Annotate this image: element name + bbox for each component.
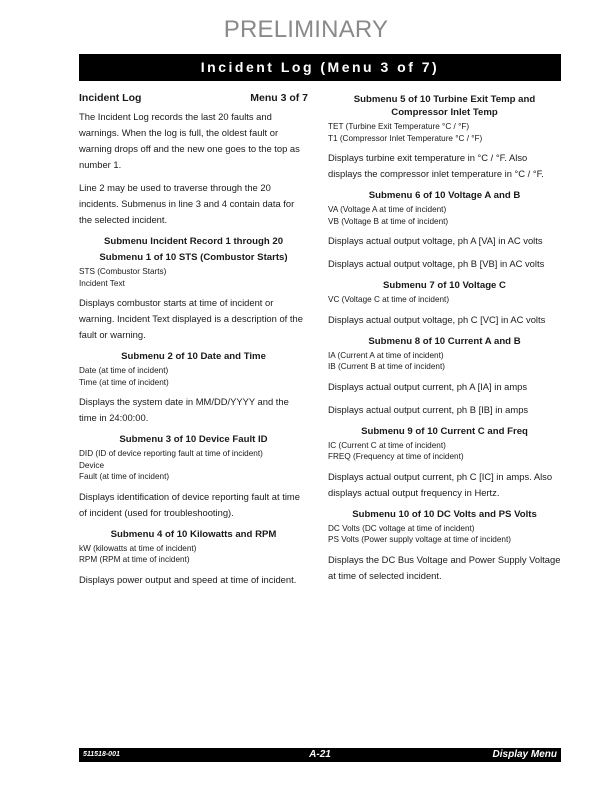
menu-line: IB (Current B at time of incident)	[328, 362, 445, 371]
submenu-1-heading: Submenu 1 of 10 STS (Combustor Starts)	[99, 252, 288, 263]
submenu-2-heading: Submenu 2 of 10 Date and Time	[121, 351, 266, 362]
submenu-6-heading: Submenu 6 of 10 Voltage A and B	[368, 190, 521, 201]
submenu-6-items	[328, 204, 561, 227]
menu-line: FREQ (Frequency at time of incident)	[328, 452, 464, 461]
page-banner: Incident Log (Menu 3 of 7)	[79, 54, 561, 81]
submenu-5-items	[328, 121, 561, 144]
submenu-2-items	[79, 365, 308, 388]
record-heading: Submenu Incident Record 1 through 20	[103, 236, 284, 247]
preliminary-watermark: PRELIMINARY	[223, 16, 389, 43]
menu-line: RPM (RPM at time of incident)	[79, 555, 190, 564]
right-column	[328, 90, 561, 591]
menu-line: VA (Voltage A at time of incident)	[328, 205, 447, 214]
submenu-8-heading: Submenu 8 of 10 Current A and B	[368, 335, 521, 347]
submenu-1-items	[79, 266, 308, 289]
menu-line: VB (Voltage B at time of incident)	[328, 216, 449, 226]
menu-line: STS (Combustor Starts)	[79, 267, 167, 276]
submenu-7-description: Displays actual output voltage, ph C [VC] in AC volts	[328, 313, 546, 325]
section-header	[79, 90, 308, 106]
submenu-4-description: Displays power output and speed at time of incident.	[79, 573, 297, 585]
section-name: Display Menu	[492, 749, 557, 760]
menu-line: PS Volts (Power supply voltage at time of incident)	[328, 535, 511, 544]
submenu-8-items	[328, 350, 561, 373]
menu-line: DID (ID of device reporting fault at time of incident)	[79, 449, 263, 458]
menu-line: IA (Current A at time of incident)	[328, 350, 444, 360]
traverse-paragraph: Line 2 may be used to traverse through the 20 incidents. Submenus in line 3 and 4 contain data for the selected incident.	[79, 182, 295, 225]
menu-line: IC (Current C at time of incident)	[328, 440, 446, 450]
left-column	[79, 90, 308, 595]
submenu-4-heading: Submenu 4 of 10 Kilowatts and RPM	[110, 528, 277, 540]
submenu-4-items	[79, 543, 308, 566]
submenu-2-description: Displays the system date in MM/DD/YYYY and the time in 24:00:00.	[79, 396, 289, 423]
submenu-9-heading: Submenu 9 of 10 Current C and Freq	[361, 425, 528, 437]
section-title: Incident Log	[79, 92, 142, 104]
submenu-6-description-a: Displays actual output voltage, ph A [VA] in AC volts	[328, 235, 543, 246]
submenu-5-description: Displays turbine exit temperature in °C / °F. Also displays the compressor inlet temperature in °C / °F.	[328, 152, 544, 179]
submenu-9-description: Displays actual output current, ph C [IC] in amps. Also displays actual output frequency in Hertz.	[328, 470, 553, 498]
submenu-10-items	[328, 523, 561, 546]
menu-line: DC Volts (DC voltage at time of incident)	[328, 523, 475, 533]
submenu-1-description: Displays combustor starts at time of incident or warning. Incident Text displayed is a description of the fault or warning.	[79, 297, 303, 340]
submenu-5-heading: Submenu 5 of 10 Turbine Exit Temp and Compressor Inlet Temp	[353, 94, 536, 118]
submenu-10-description: Displays the DC Bus Voltage and Power Supply Voltage at time of selected incident.	[328, 553, 561, 581]
intro-paragraph: The Incident Log records the last 20 faults and warnings. When the log is full, the oldest fault or warning drops off and the new one goes to the top as number 1.	[79, 111, 300, 170]
menu-line: Time (at time of incident)	[79, 377, 169, 387]
submenu-3-items	[79, 448, 308, 483]
menu-number: Menu 3 of 7	[250, 92, 308, 104]
document-number: 511518-001	[83, 751, 120, 758]
submenu-10-heading: Submenu 10 of 10 DC Volts and PS Volts	[352, 508, 537, 520]
page-footer	[79, 748, 561, 762]
menu-line: Device	[79, 460, 105, 470]
submenu-3-description: Displays identification of device reporting fault at time of incident (used for troubleshooting).	[79, 490, 300, 518]
submenu-7-heading: Submenu 7 of 10 Voltage C	[383, 280, 506, 291]
menu-line: T1 (Compressor Inlet Temperature °C / °F)	[328, 133, 483, 143]
menu-line: Incident Text	[79, 278, 125, 288]
submenu-8-description-b: Displays actual output current, ph B [IB] in amps	[328, 403, 529, 415]
submenu-8-description-a: Displays actual output current, ph A [IA] in amps	[328, 380, 528, 392]
page-number: A-21	[309, 749, 331, 760]
submenu-7-items	[328, 294, 561, 306]
menu-line: kW (kilowatts at time of incident)	[79, 543, 197, 553]
submenu-3-heading: Submenu 3 of 10 Device Fault ID	[119, 434, 268, 445]
menu-line: Fault (at time of incident)	[79, 472, 170, 481]
submenu-6-description-b: Displays actual output voltage, ph B [VB] in AC volts	[328, 258, 545, 269]
menu-line: TET (Turbine Exit Temperature °C / °F)	[328, 122, 470, 131]
menu-line: VC (Voltage C at time of incident)	[328, 295, 450, 304]
menu-line: Date (at time of incident)	[79, 366, 169, 375]
submenu-9-items	[328, 440, 561, 463]
